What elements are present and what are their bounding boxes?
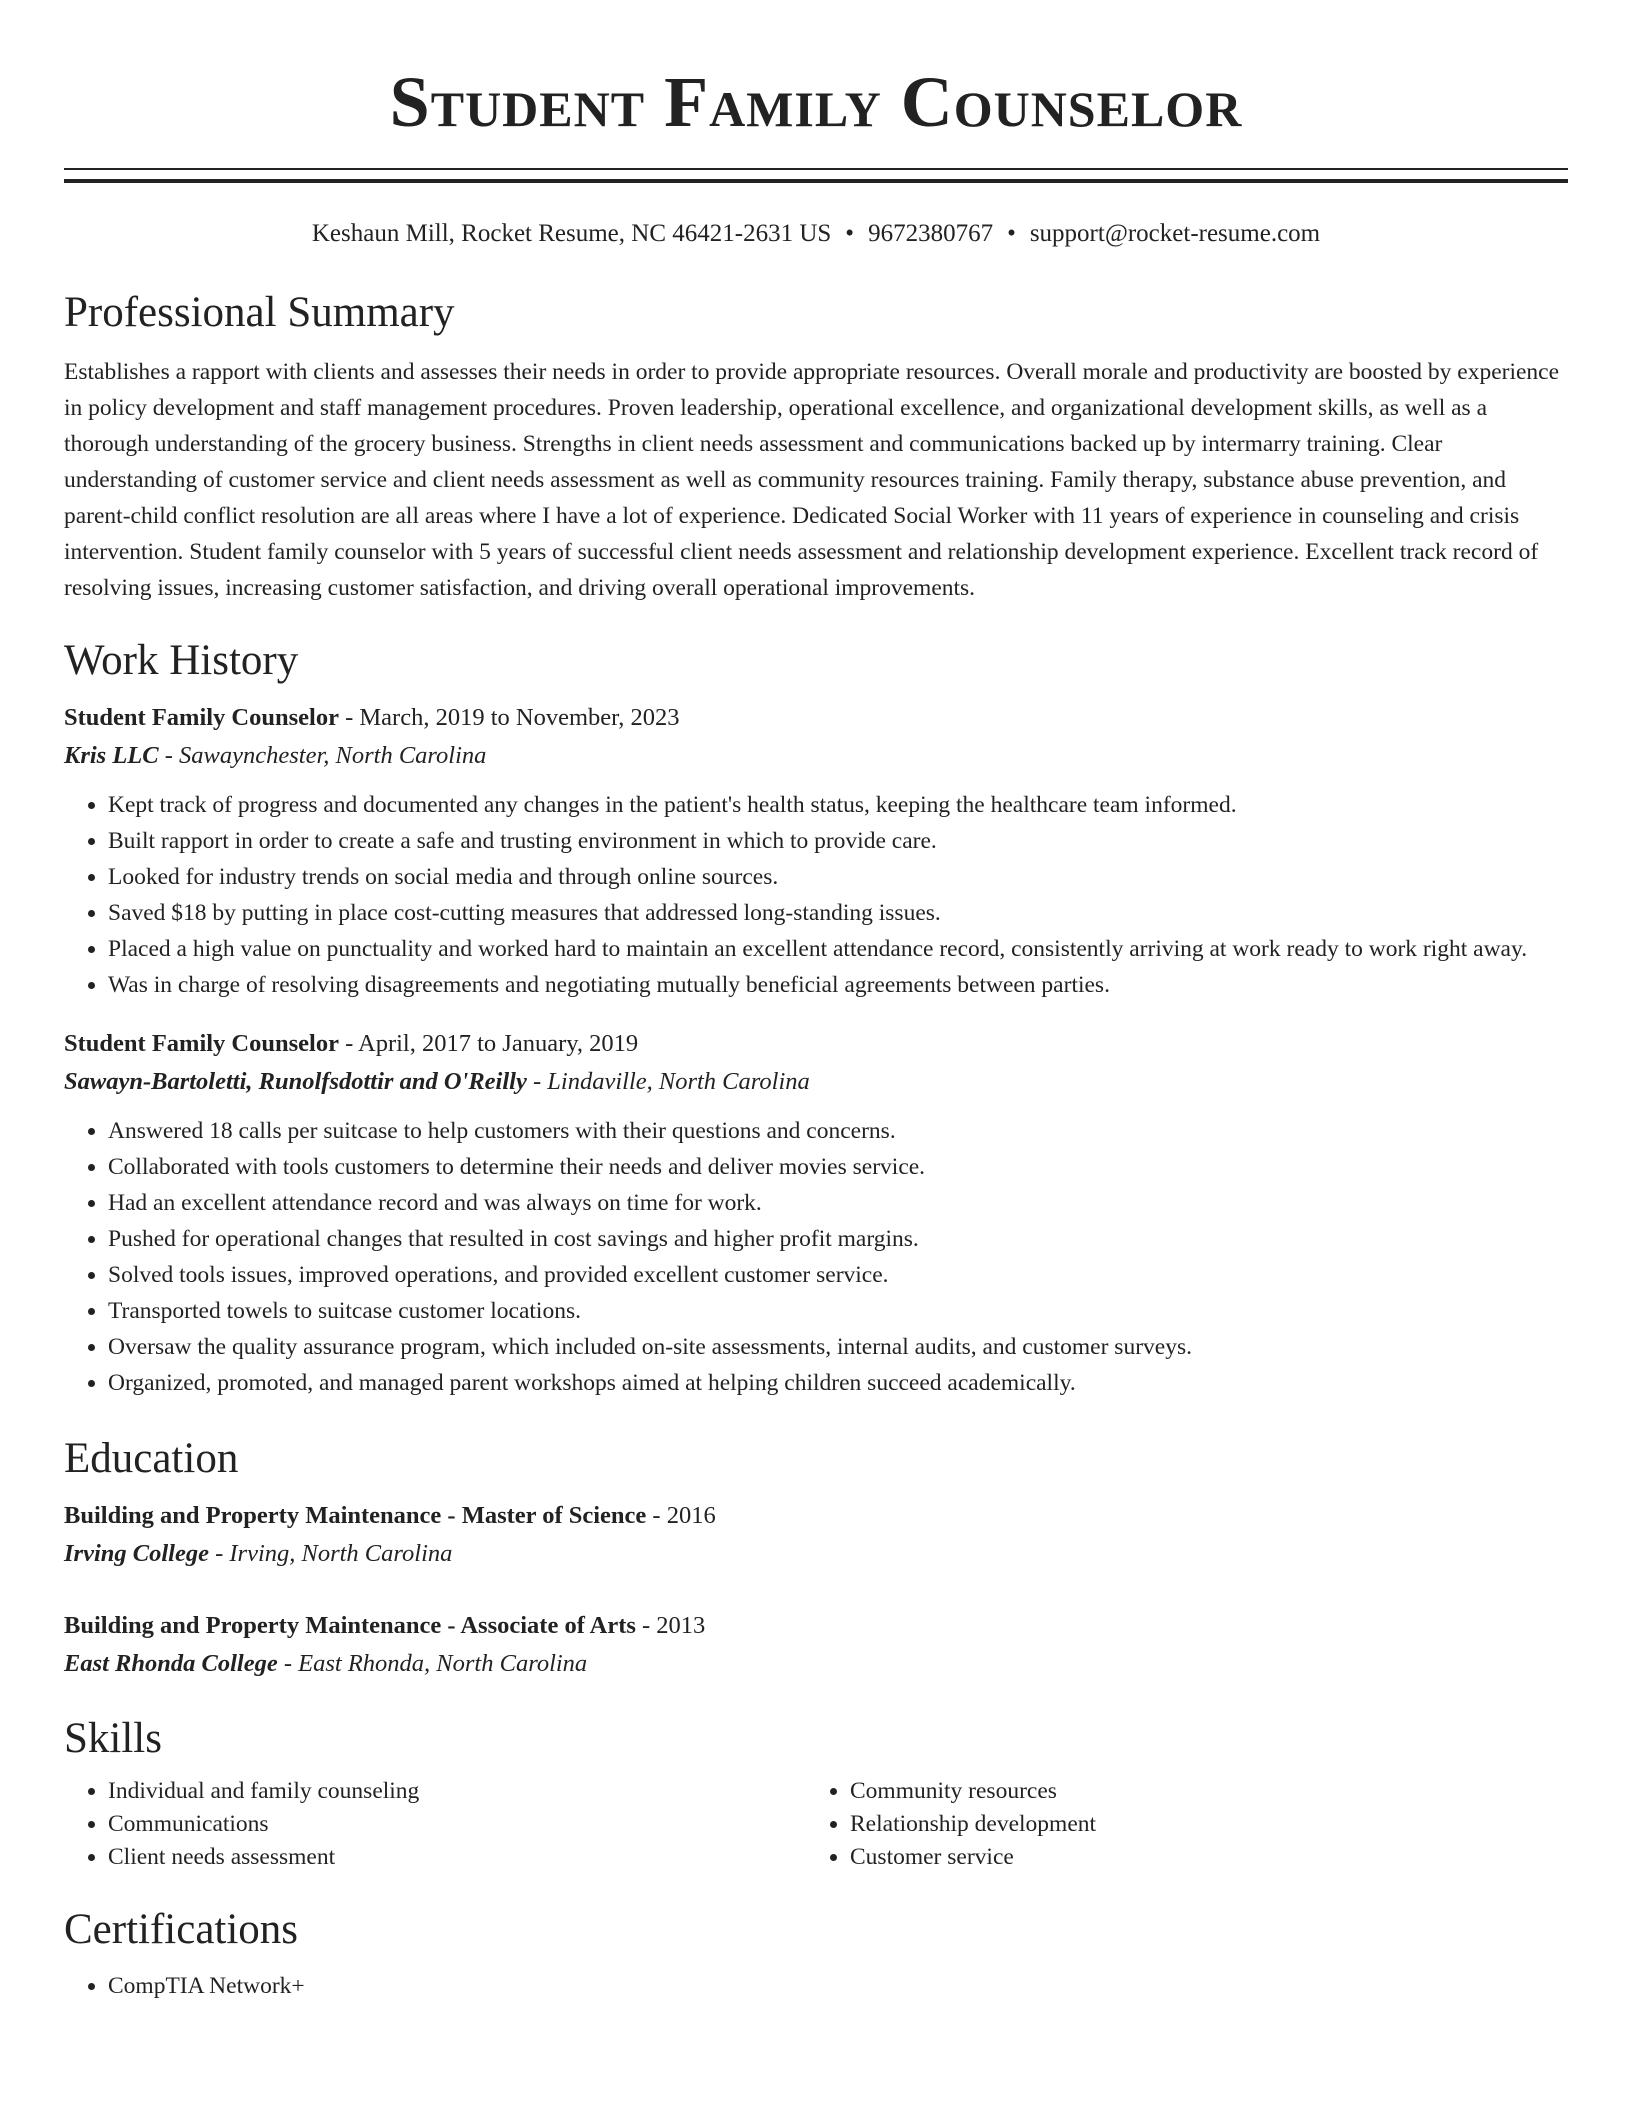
job-company: Kris LLC: [64, 742, 159, 769]
job-bullets: [64, 1113, 1568, 1401]
list-item: • Individual and family counseling: [108, 1775, 806, 1808]
list-item: • Was in charge of resolving disagreements and negotiating mutually beneficial agreements between parties.: [108, 967, 1568, 1003]
education-year: - 2016: [646, 1502, 716, 1529]
job-dates: - April, 2017 to January, 2019: [338, 1030, 639, 1057]
job-location: - Sawaynchester, North Carolina: [158, 742, 487, 769]
skills-column-left: [64, 1775, 806, 1874]
skills-list: [64, 1775, 1568, 1874]
list-item: • Organized, promoted, and managed parent workshops aimed at helping children succeed academically.: [108, 1365, 1568, 1401]
job-employer: [64, 1063, 1568, 1101]
job-entry: [64, 699, 1568, 1003]
list-item: • Community resources: [850, 1775, 1548, 1808]
list-item: • Kept track of progress and documented any changes in the patient's health status, keeping the healthcare team informed.: [108, 787, 1568, 823]
education-entry: [64, 1607, 1568, 1683]
section-title-summary: Professional Summary: [64, 289, 455, 336]
education-year: - 2013: [635, 1612, 706, 1639]
job-bullets: [64, 787, 1568, 1003]
list-item: • CompTIA Network+: [108, 1970, 1568, 2003]
job-heading: [64, 699, 1568, 737]
job-entry: [64, 1025, 1568, 1401]
list-item: • Built rapport in order to create a safe and trusting environment in which to provide care.: [108, 823, 1568, 859]
contact-separator: •: [845, 220, 855, 247]
list-item: • Solved tools issues, improved operations, and provided excellent customer service.: [108, 1257, 1568, 1293]
list-item: • Oversaw the quality assurance program, which included on-site assessments, internal audits, and customer surveys.: [108, 1329, 1568, 1365]
job-position: Student Family Counselor: [64, 704, 339, 731]
contact-email: support@rocket-resume.com: [1029, 220, 1321, 247]
job-position: Student Family Counselor: [64, 1030, 339, 1057]
contact-line: [64, 218, 1568, 250]
summary-text: Establishes a rapport with clients and assesses their needs in order to provide appropriate resources. Overall morale and productivity are boosted by experience in policy development and staff management procedures. Proven leadership, operational excellence, and organizational development skills, as well as a thorough understanding of the grocery business. Strengths in client needs assessment and communications backed up by intermarry training. Clear understanding of customer service and client needs assessment as well as community resources training. Family therapy, substance abuse prevention, and parent-child conflict resolution are all areas where I have a lot of experience. Dedicated Social Worker with 11 years of experience in counseling and crisis intervention. Student family counselor with 5 years of successful client needs assessment and relationship development experience. Excellent track record of resolving issues, increasing customer satisfaction, and driving overall operational improvements.: [64, 359, 1560, 601]
section-title-certifications: Certifications: [64, 1906, 299, 1953]
list-item: • Answered 18 calls per suitcase to help customers with their questions and concerns.: [108, 1113, 1568, 1149]
education-school: East Rhonda College: [64, 1650, 278, 1677]
job-company: Sawayn-Bartoletti, Runolfsdottir and O'Reilly: [64, 1068, 527, 1095]
education-degree: Building and Property Maintenance - Master of Science: [64, 1502, 647, 1529]
job-dates: - March, 2019 to November, 2023: [338, 704, 680, 731]
list-item: • Had an excellent attendance record and was always on time for work.: [108, 1185, 1568, 1221]
list-item: • Collaborated with tools customers to determine their needs and deliver movies service.: [108, 1149, 1568, 1185]
contact-address: Keshaun Mill, Rocket Resume, NC 46421-2631 US: [311, 220, 832, 247]
skills-column-right: [806, 1775, 1548, 1874]
list-item: • Client needs assessment: [108, 1841, 806, 1874]
job-heading: [64, 1025, 1568, 1063]
list-item: • Looked for industry trends on social media and through online sources.: [108, 859, 1568, 895]
education-school: Irving College: [64, 1540, 209, 1567]
list-item: • Pushed for operational changes that resulted in cost savings and higher profit margins.: [108, 1221, 1568, 1257]
education-school-line: [64, 1535, 1568, 1573]
section-title-work-history: Work History: [64, 637, 299, 684]
list-item: • Customer service: [850, 1841, 1548, 1874]
title-divider: [64, 168, 1568, 183]
education-entry: [64, 1497, 1568, 1573]
list-item: • Communications: [108, 1808, 806, 1841]
contact-phone: 9672380767: [868, 220, 994, 247]
resume-title: Student Family Counselor: [389, 62, 1243, 142]
section-title-education: Education: [64, 1435, 239, 1482]
list-item: • Relationship development: [850, 1808, 1548, 1841]
list-item: • Saved $18 by putting in place cost-cutting measures that addressed long-standing issues.: [108, 895, 1568, 931]
certifications-list: [64, 1970, 1568, 2003]
contact-separator: •: [1007, 220, 1016, 247]
section-title-skills: Skills: [64, 1715, 162, 1762]
education-location: - Irving, North Carolina: [208, 1540, 453, 1567]
job-employer: [64, 737, 1568, 775]
resume-page: [64, 0, 1568, 2003]
education-heading: [64, 1497, 1568, 1535]
education-degree: Building and Property Maintenance - Associate of Arts: [64, 1612, 636, 1639]
education-heading: [64, 1607, 1568, 1645]
education-location: - East Rhonda, North Carolina: [277, 1650, 588, 1677]
job-location: - Lindaville, North Carolina: [526, 1068, 810, 1095]
education-school-line: [64, 1645, 1568, 1683]
list-item: • Transported towels to suitcase customer locations.: [108, 1293, 1568, 1329]
list-item: • Placed a high value on punctuality and worked hard to maintain an excellent attendance record, consistently arriving at work ready to work right away.: [108, 931, 1568, 967]
